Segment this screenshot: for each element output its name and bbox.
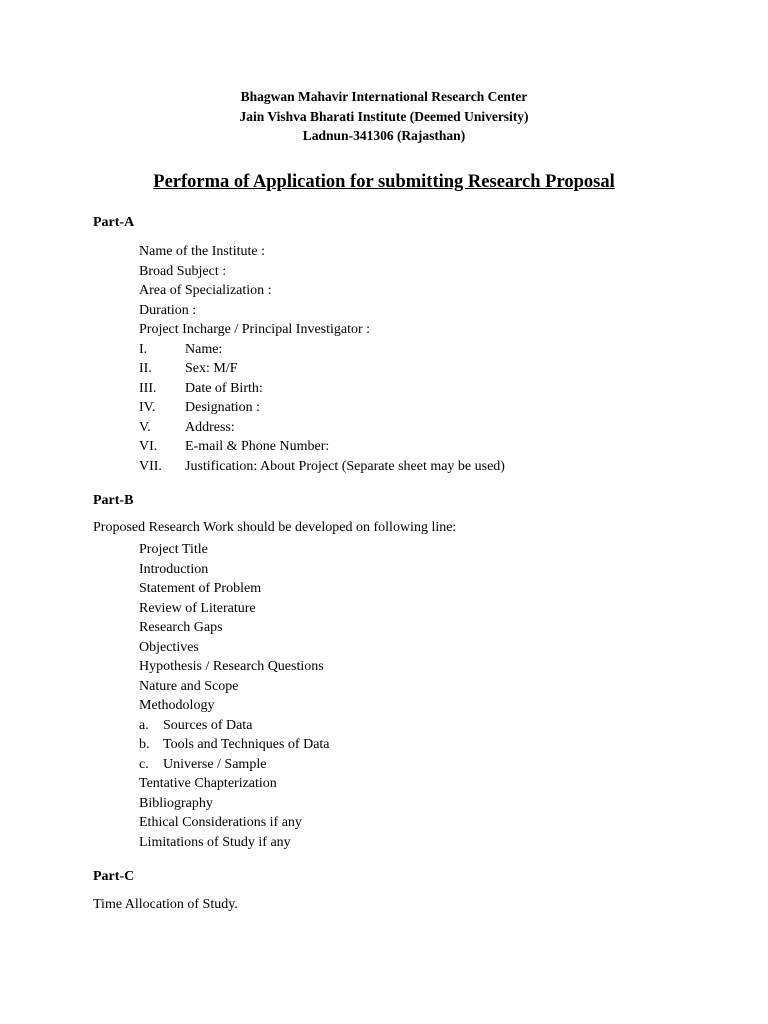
list-text: Universe / Sample [163,756,267,772]
list-text: Name: [185,341,223,357]
list-number: VI. [139,439,158,454]
list-text: Sex: M/F [185,361,238,376]
list-text: Limitations of Study if any [139,834,291,850]
list-number: II. [139,361,152,376]
list-number: IV. [139,400,156,415]
list-text: Area of Specialization : [139,283,272,298]
list-text: Project Title [139,542,208,557]
list-number: a. [139,717,149,733]
header-line-3: Ladnun-341306 (Rajasthan) [302,128,466,143]
list-text: Designation : [185,400,261,415]
list-text: Tentative Chapterization [139,776,277,791]
list-number: III. [139,380,157,396]
list-text: Address: [185,419,235,435]
institution-header [0,87,768,146]
list-text: Justification: About Project (Separate sheet may be used) [185,458,505,474]
list-text: Tools and Techniques of Data [163,737,330,752]
list-text: Statement of Problem [139,581,262,596]
list-text: Duration : [139,302,197,318]
list-text: Sources of Data [163,717,253,733]
list-text: Methodology [139,698,215,713]
part-c-text: Time Allocation of Study. [93,897,238,912]
list-text: Nature and Scope [139,678,239,694]
list-text: Bibliography [139,795,213,811]
part-c-heading: Part-C [93,869,135,884]
list-text: E-mail & Phone Number: [185,439,330,454]
list-text: Hypothesis / Research Questions [139,659,324,674]
list-number: c. [139,756,149,772]
list-text: Name of the Institute : [139,244,265,259]
part-b-intro: Proposed Research Work should be developed on following line: [93,520,457,535]
list-text: Review of Literature [139,600,256,616]
list-number: VII. [139,458,162,474]
list-text: Ethical Considerations if any [139,815,302,830]
list-text: Date of Birth: [185,380,263,396]
list-number: b. [139,737,150,752]
list-text: Introduction [139,561,209,577]
part-a-heading: Part-A [93,215,135,230]
header-line-1: Bhagwan Mahavir International Research Center [240,89,528,104]
list-number: V. [139,419,151,435]
list-text: Objectives [139,639,199,655]
list-text: Project Incharge / Principal Investigator : [139,322,371,337]
header-line-2: Jain Vishva Bharati Institute (Deemed University) [239,108,529,124]
list-text: Broad Subject : [139,263,227,279]
list-number: I. [139,341,148,357]
list-text: Research Gaps [139,620,223,635]
document-title: Performa of Application for submitting Research Proposal [153,172,615,192]
part-b-heading: Part-B [93,493,134,508]
